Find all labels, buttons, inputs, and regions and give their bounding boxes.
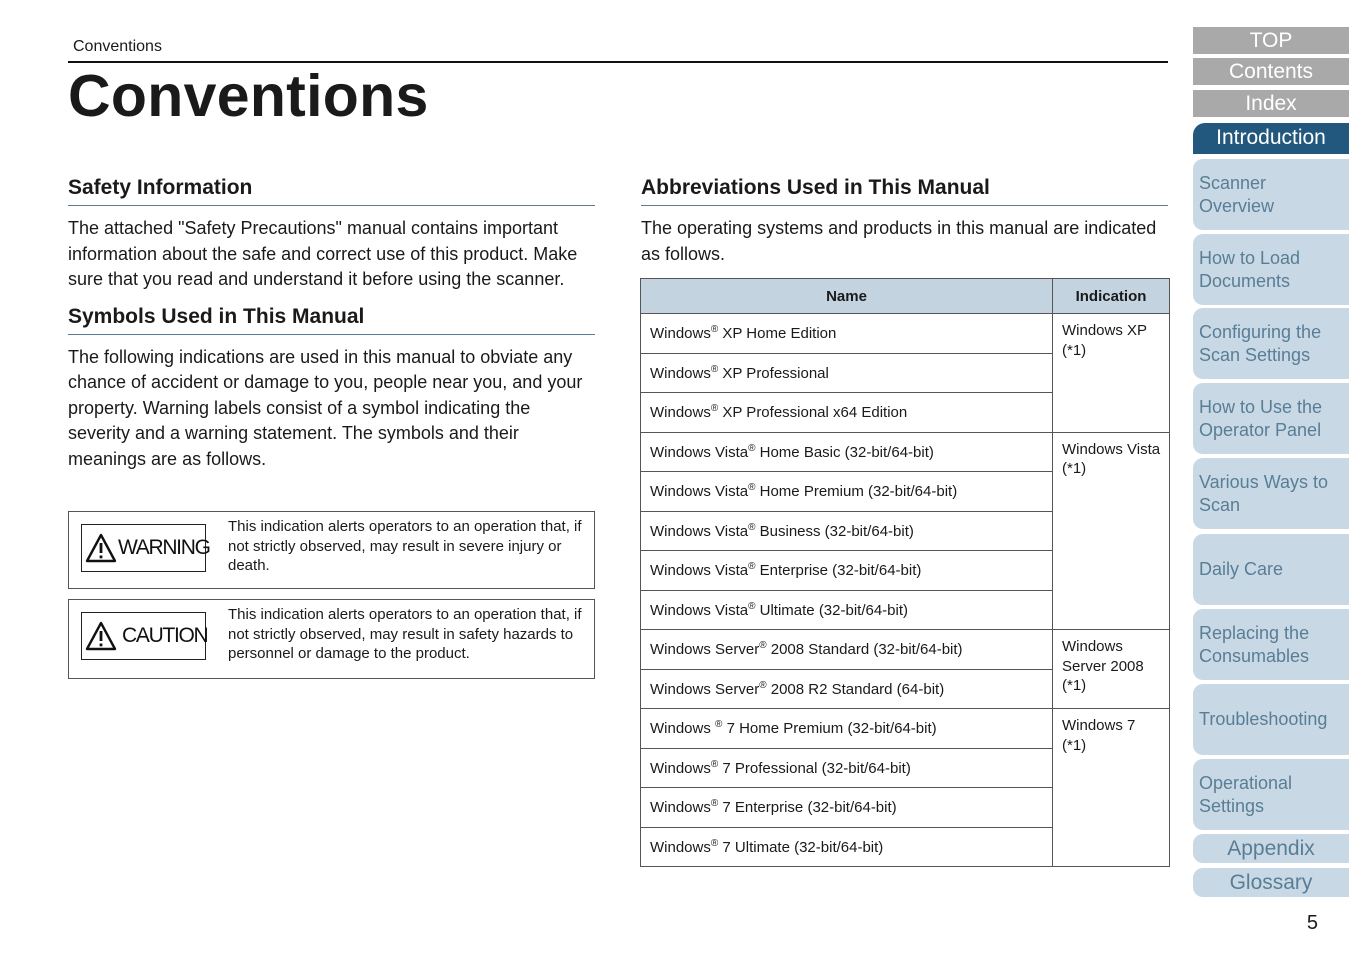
product-name: Windows® XP Professional <box>641 353 1053 393</box>
table-header-row <box>641 279 1170 314</box>
nav-appendix-button[interactable]: Appendix <box>1193 834 1349 863</box>
nav-chapter-scanner-overview[interactable]: Scanner Overview <box>1193 159 1349 230</box>
left-column <box>68 176 595 472</box>
nav-chapter-replacing-consumables[interactable]: Replacing the Consumables <box>1193 609 1349 680</box>
product-name: Windows Vista® Ultimate (32-bit/64-bit) <box>641 590 1053 630</box>
nav-index-button[interactable]: Index <box>1193 90 1349 117</box>
product-name: Windows Vista® Home Premium (32-bit/64-bit) <box>641 472 1053 512</box>
table-row <box>641 432 1170 472</box>
indication-cell: Windows 7 (*1) <box>1053 709 1170 867</box>
warning-word: WARNING <box>118 536 210 559</box>
warning-symbol-box <box>68 511 595 589</box>
table-row <box>641 709 1170 749</box>
column-header-indication: Indication <box>1053 279 1170 314</box>
nav-chapter-operational-settings[interactable]: Operational Settings <box>1193 759 1349 830</box>
product-name: Windows Server® 2008 Standard (32-bit/64-bit) <box>641 630 1053 670</box>
product-name: Windows Vista® Business (32-bit/64-bit) <box>641 511 1053 551</box>
indication-cell: Windows Server 2008 (*1) <box>1053 630 1170 709</box>
product-name: Windows® XP Home Edition <box>641 314 1053 354</box>
indication-cell: Windows XP (*1) <box>1053 314 1170 433</box>
table-row <box>641 630 1170 670</box>
symbols-heading: Symbols Used in This Manual <box>68 305 595 335</box>
warning-triangle-icon <box>85 533 117 563</box>
product-name: Windows® 7 Enterprise (32-bit/64-bit) <box>641 788 1053 828</box>
caution-description: This indication alerts operators to an operation that, if not strictly observed, may result in safety hazards to personnel or damage to the product. <box>228 606 582 662</box>
symbols-body: The following indications are used in this manual to obviate any chance of accident or damage to you, people near you, and your property. Warning labels consist of a symbol indicating the severity and a warning statement. The symbols and their meanings are as follows. <box>68 346 583 469</box>
nav-chapter-configuring-scan-settings[interactable]: Configuring the Scan Settings <box>1193 308 1349 379</box>
nav-glossary-button[interactable]: Glossary <box>1193 868 1349 897</box>
page-number: 5 <box>1306 912 1318 934</box>
right-column <box>641 176 1168 267</box>
safety-body: The attached "Safety Precautions" manual contains important information about the safe and correct use of this product. Make sure that you read and understand it before using the scanner. <box>68 218 578 289</box>
nav-contents-button[interactable]: Contents <box>1193 58 1349 85</box>
page-title: Conventions <box>68 63 429 129</box>
abbreviations-table <box>640 278 1170 867</box>
product-name: Windows Vista® Enterprise (32-bit/64-bit) <box>641 551 1053 591</box>
product-name: Windows Vista® Home Basic (32-bit/64-bit) <box>641 432 1053 472</box>
product-name: Windows® 7 Ultimate (32-bit/64-bit) <box>641 827 1053 867</box>
abbreviations-heading: Abbreviations Used in This Manual <box>641 176 1168 206</box>
nav-chapter-operator-panel[interactable]: How to Use the Operator Panel <box>1193 383 1349 454</box>
caution-label <box>81 612 206 660</box>
caution-word: CAUTION <box>122 624 208 647</box>
safety-heading: Safety Information <box>68 176 595 206</box>
table-row <box>641 314 1170 354</box>
caution-triangle-icon <box>85 621 117 651</box>
nav-introduction-tab[interactable]: Introduction <box>1193 123 1349 154</box>
caution-symbol-box <box>68 599 595 679</box>
nav-top-button[interactable]: TOP <box>1193 27 1349 54</box>
indication-cell: Windows Vista (*1) <box>1053 432 1170 630</box>
column-header-name: Name <box>641 279 1053 314</box>
warning-description: This indication alerts operators to an operation that, if not strictly observed, may result in severe injury or death. <box>228 518 582 574</box>
abbreviations-intro: The operating systems and products in this manual are indicated as follows. <box>641 218 1157 264</box>
warning-label <box>81 524 210 572</box>
nav-chapter-daily-care[interactable]: Daily Care <box>1193 534 1349 605</box>
product-name: Windows Server® 2008 R2 Standard (64-bit) <box>641 669 1053 709</box>
nav-chapter-how-to-load-documents[interactable]: How to Load Documents <box>1193 234 1349 305</box>
nav-chapter-various-ways-to-scan[interactable]: Various Ways to Scan <box>1193 458 1349 529</box>
nav-chapter-troubleshooting[interactable]: Troubleshooting <box>1193 684 1349 755</box>
running-header: Conventions <box>73 38 162 55</box>
product-name: Windows ® 7 Home Premium (32-bit/64-bit) <box>641 709 1053 749</box>
product-name: Windows® XP Professional x64 Edition <box>641 393 1053 433</box>
product-name: Windows® 7 Professional (32-bit/64-bit) <box>641 748 1053 788</box>
